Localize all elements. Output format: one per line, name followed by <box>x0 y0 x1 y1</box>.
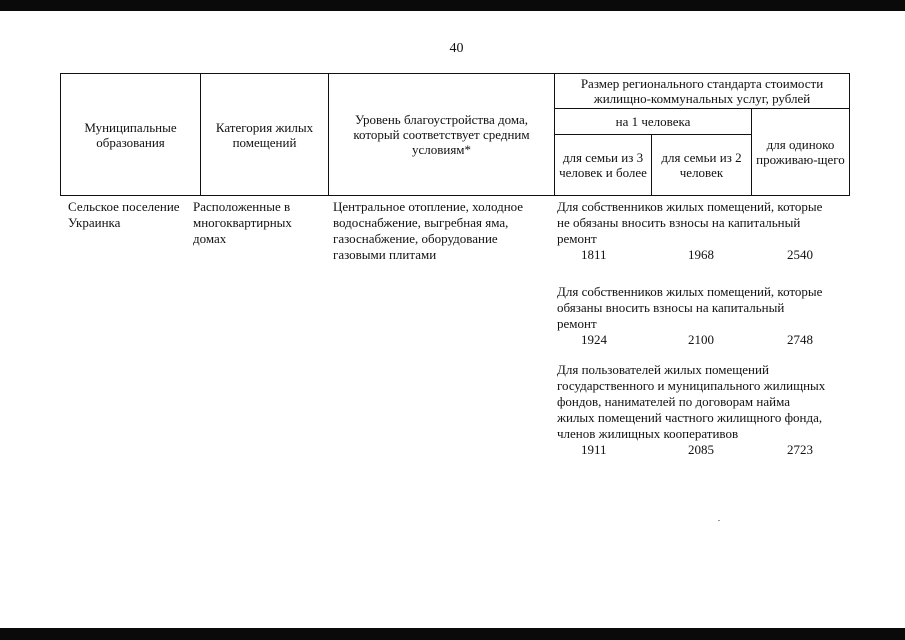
value-family2: 2085 <box>688 442 714 457</box>
header-level: Уровень благоустройства дома, который соответствует средним условиям* <box>329 74 555 196</box>
header-standard: Размер регионального стандарта стоимости жилищно-коммунальных услуг, рублей <box>555 74 850 109</box>
value-family3: 1924 <box>581 332 607 347</box>
header-single: для одиноко проживаю-щего <box>752 109 850 196</box>
header-municipalities: Муниципальные образования <box>61 74 201 196</box>
row-category: Расположенные в многоквартирных домах <box>193 199 292 246</box>
header-family3: для семьи из 3 человек и более <box>555 135 652 196</box>
value-single: 2748 <box>787 332 813 347</box>
group-values <box>557 332 847 348</box>
group-owners-no-capital-repair <box>557 199 847 263</box>
value-family3: 1811 <box>581 247 607 262</box>
group-title: Для собственников жилых помещений, которые обязаны вносить взносы на капитальный ремонт <box>557 284 823 331</box>
group-values <box>557 442 847 458</box>
group-tenants <box>557 362 847 458</box>
group-title: Для пользователей жилых помещений государственного и муниципального жилищных фондов, нанимателей по договорам найма жилых помещений частного жилищного фонда, членов жилищных кооперативов <box>557 362 826 441</box>
header-family2: для семьи из 2 человек <box>652 135 752 196</box>
row-level: Центральное отопление, холодное водоснабжение, выгребная яма, газоснабжение, оборудование газовыми плитами <box>333 199 524 262</box>
value-family3: 1911 <box>581 442 607 457</box>
value-single: 2540 <box>787 247 813 262</box>
row-municipality: Сельское поселение Украинка <box>68 199 180 230</box>
value-family2: 2100 <box>688 332 714 347</box>
scan-speck <box>718 520 720 521</box>
group-values <box>557 247 847 263</box>
scan-border-bottom <box>0 628 905 640</box>
page-number: 40 <box>449 41 464 56</box>
group-title: Для собственников жилых помещений, которые не обязаны вносить взносы на капитальный ремонт <box>557 199 823 246</box>
header-per-person: на 1 человека <box>555 109 752 135</box>
header-table <box>60 73 850 196</box>
scan-border-top <box>0 0 905 11</box>
value-family2: 1968 <box>688 247 714 262</box>
group-owners-capital-repair <box>557 284 847 348</box>
header-category: Категория жилых помещений <box>201 74 329 196</box>
value-single: 2723 <box>787 442 813 457</box>
